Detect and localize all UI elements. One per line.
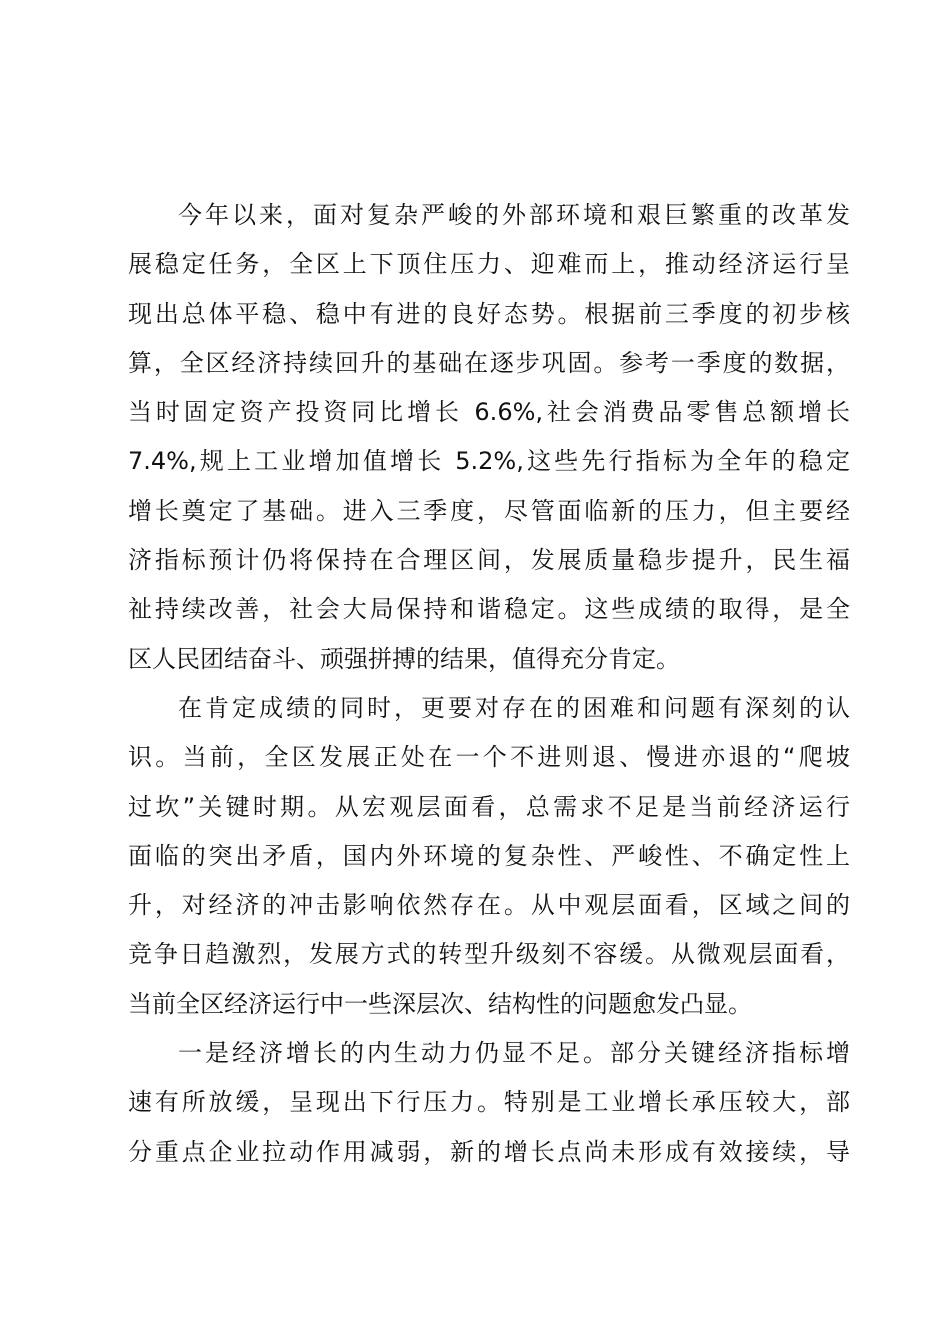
paragraph-line: 7.4%,规上工业增加值增长 5.2%,这些先行指标为全年的稳定 [128, 447, 850, 476]
paragraph-line: 分重点企业拉动作用减弱，新的增长点尚未形成有效接续，导 [128, 1137, 850, 1166]
paragraph-3 [128, 1029, 850, 1177]
paragraph-line: 济指标预计仍将保持在合理区间，发展质量稳步提升，民生福 [128, 546, 850, 575]
paragraph-line: 区人民团结奋斗、顽强拼搏的结果，值得充分肯定。 [128, 644, 680, 673]
paragraph-1 [128, 191, 850, 684]
paragraph-line: 竞争日趋激烈，发展方式的转型升级刻不容缓。从微观层面看， [128, 940, 850, 969]
paragraph-line: 一是经济增长的内生动力仍显不足。部分关键经济指标增 [178, 1039, 850, 1068]
paragraph-line: 展稳定任务，全区上下顶住压力、迎难而上，推动经济运行呈 [128, 250, 850, 279]
paragraph-line: 算，全区经济持续回升的基础在逐步巩固。参考一季度的数据， [128, 348, 850, 377]
paragraph-line: 在肯定成绩的同时，更要对存在的困难和问题有深刻的认 [178, 693, 850, 722]
paragraph-line: 祉持续改善，社会大局保持和谐稳定。这些成绩的取得，是全 [128, 595, 850, 624]
paragraph-2 [128, 684, 850, 1029]
paragraph-line: 升，对经济的冲击影响依然存在。从中观层面看，区域之间的 [128, 891, 850, 920]
paragraph-line: 增长奠定了基础。进入三季度，尽管面临新的压力，但主要经 [128, 496, 850, 525]
paragraph-line: 面临的突出矛盾，国内外环境的复杂性、严峻性、不确定性上 [128, 841, 850, 870]
paragraph-line: 过坎”关键时期。从宏观层面看，总需求不足是当前经济运行 [128, 792, 850, 821]
paragraph-line: 识。当前，全区发展正处在一个不进则退、慢进亦退的“爬坡 [128, 743, 850, 772]
document-body [128, 191, 850, 1177]
paragraph-line: 当时固定资产投资同比增长 6.6%,社会消费品零售总额增长 [128, 398, 850, 427]
paragraph-line: 速有所放缓，呈现出下行压力。特别是工业增长承压较大，部 [128, 1088, 850, 1117]
paragraph-line: 现出总体平稳、稳中有进的良好态势。根据前三季度的初步核 [128, 299, 850, 328]
paragraph-line: 今年以来，面对复杂严峻的外部环境和艰巨繁重的改革发 [178, 201, 850, 229]
paragraph-line: 当前全区经济运行中一些深层次、结构性的问题愈发凸显。 [128, 989, 752, 1018]
